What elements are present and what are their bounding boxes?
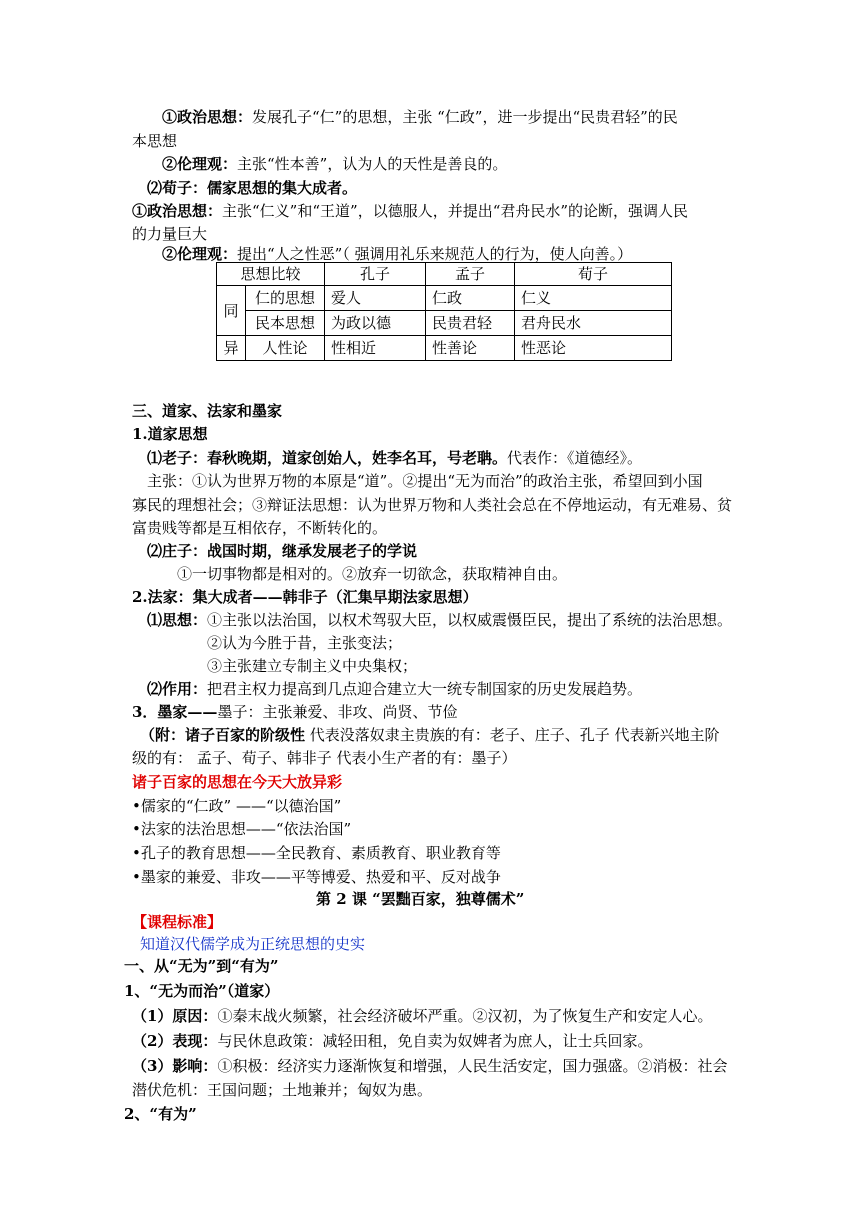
zhuangzi-line: ①一切事物都是相对的。②放弃一切欲念，获取精神自由。 — [177, 565, 568, 583]
today-item: •法家的法治思想——“依法治国” — [132, 820, 352, 838]
table-cell: 民贵君轻 — [426, 311, 515, 336]
lesson2-title: 第 2 课 “罢黜百家，独尊儒术” — [316, 890, 525, 908]
laozi-line-3: 富贵贱等都是互相依存，不断转化的。 — [132, 519, 388, 537]
curriculum-standard-text: 知道汉代儒学成为正统思想的史实 — [140, 935, 366, 953]
class-note-line-1: （附：诸子百家的阶级性 代表没落奴隶主贵族的有：老子、庄子、孔子 代表新兴地主阶 — [140, 726, 720, 744]
daoist-heading: 1.道家思想 — [132, 425, 208, 443]
effect-line-1: （3）影响：①积极：经济实力逐渐恢复和增强，人民生活安定，国力强盛。②消极：社会 — [132, 1057, 728, 1075]
table-cell: 性相近 — [325, 336, 426, 361]
table-header-cell: 思想比较 — [217, 263, 325, 286]
curriculum-standard-label: 【课程标准】 — [132, 913, 223, 931]
row-label: 民本思想 — [246, 311, 325, 336]
today-heading: 诸子百家的思想在今天大放异彩 — [132, 773, 343, 791]
legalist-effect: ⑵作用：把君主权力提高到几点迎合建立大一统专制国家的历史发展趋势。 — [147, 680, 643, 698]
class-note-line-2: 级的有： 孟子、荀子、韩非子 代表小生产者的有：墨子） — [132, 749, 517, 767]
table-row — [217, 311, 672, 336]
row-label: 人性论 — [246, 336, 325, 361]
zhuangzi-heading: ⑵庄子：战国时期，继承发展老子的学说 — [147, 542, 418, 560]
sub2-heading: 2、“有为” — [124, 1105, 197, 1123]
table-cell: 仁政 — [426, 286, 515, 311]
table-cell: 君舟民水 — [515, 311, 672, 336]
xunzi-politics-cont: 的力量巨大 — [132, 225, 208, 243]
show-line: （2）表现：与民休息政策：减轻田租，免自卖为奴婢者为庶人，让士兵回家。 — [132, 1032, 653, 1050]
laozi-line-2: 寡民的理想社会；③辩证法思想：认为世界万物和人类社会总在不停地运动，有无难易、贫 — [132, 496, 733, 514]
effect-line-2: 潜伏危机：王国问题；土地兼并；匈奴为患。 — [132, 1081, 433, 1099]
part1-heading: 一、从“无为”到“有为” — [124, 957, 279, 975]
row-label: 仁的思想 — [246, 286, 325, 311]
mencius-politics: ①政治思想：发展孔子“仁”的思想，主张 “仁政”，进一步提出“民贵君轻”的民 — [162, 108, 678, 126]
laozi-line-1: 主张：①认为世界万物的本原是“道”。②提出“无为而治”的政治主张，希望回到小国 — [147, 472, 703, 490]
xunzi-ethics: ②伦理观：提出“人之性恶”（ 强调用礼乐来规范人的行为，使人向善。） — [162, 245, 633, 263]
mohist-line: 3．墨家——墨子：主张兼爱、非攻、尚贤、节俭 — [132, 703, 458, 721]
today-item: •孔子的教育思想——全民教育、素质教育、职业教育等 — [132, 844, 501, 862]
mencius-politics-cont: 本思想 — [132, 132, 178, 150]
sub1-heading: 1、“无为而治”（道家） — [124, 982, 280, 1000]
table-cell: 性恶论 — [515, 336, 672, 361]
comparison-table — [216, 262, 672, 361]
legalist-idea-2: ②认为今胜于昔，主张变法； — [207, 634, 403, 652]
group-label-diff: 异 — [217, 336, 246, 361]
legalist-idea-1: ⑴思想：①主张以法治国，以权术驾驭大臣，以权威震慑臣民，提出了系统的法治思想。 — [147, 611, 733, 629]
table-cell: 爱人 — [325, 286, 426, 311]
table-header-cell: 孔子 — [325, 263, 426, 286]
laozi-heading: ⑴老子：春秋晚期，道家创始人，姓李名耳，号老聃。代表作：《道德经》。 — [147, 449, 643, 467]
table-header-cell: 荀子 — [515, 263, 672, 286]
table-row — [217, 336, 672, 361]
table-cell: 性善论 — [426, 336, 515, 361]
today-item: •儒家的“仁政” ——“以德治国” — [132, 797, 342, 815]
table-row — [217, 286, 672, 311]
table-header-row — [217, 263, 672, 286]
reason-line: （1）原因：①秦末战火频繁，社会经济破坏严重。②汉初，为了恢复生产和安定人心。 — [132, 1007, 713, 1025]
mencius-ethics: ②伦理观：主张“性本善”，认为人的天性是善良的。 — [162, 155, 508, 173]
section3-title: 三、道家、法家和墨家 — [132, 402, 283, 420]
xunzi-heading: ⑵荀子：儒家思想的集大成者。 — [147, 179, 358, 197]
legalist-idea-3: ③主张建立专制主义中央集权； — [207, 657, 418, 675]
xunzi-politics: ①政治思想：主张“仁义”和“王道”，以德服人，并提出“君舟民水”的论断，强调人民 — [132, 202, 689, 220]
group-label-same: 同 — [217, 286, 246, 336]
legalist-heading: 2.法家：集大成者——韩非子（汇集早期法家思想） — [132, 588, 478, 606]
table-cell: 为政以德 — [325, 311, 426, 336]
table-cell: 仁义 — [515, 286, 672, 311]
table-header-cell: 孟子 — [426, 263, 515, 286]
today-item: •墨家的兼爱、非攻——平等博爱、热爱和平、反对战争 — [132, 868, 501, 886]
